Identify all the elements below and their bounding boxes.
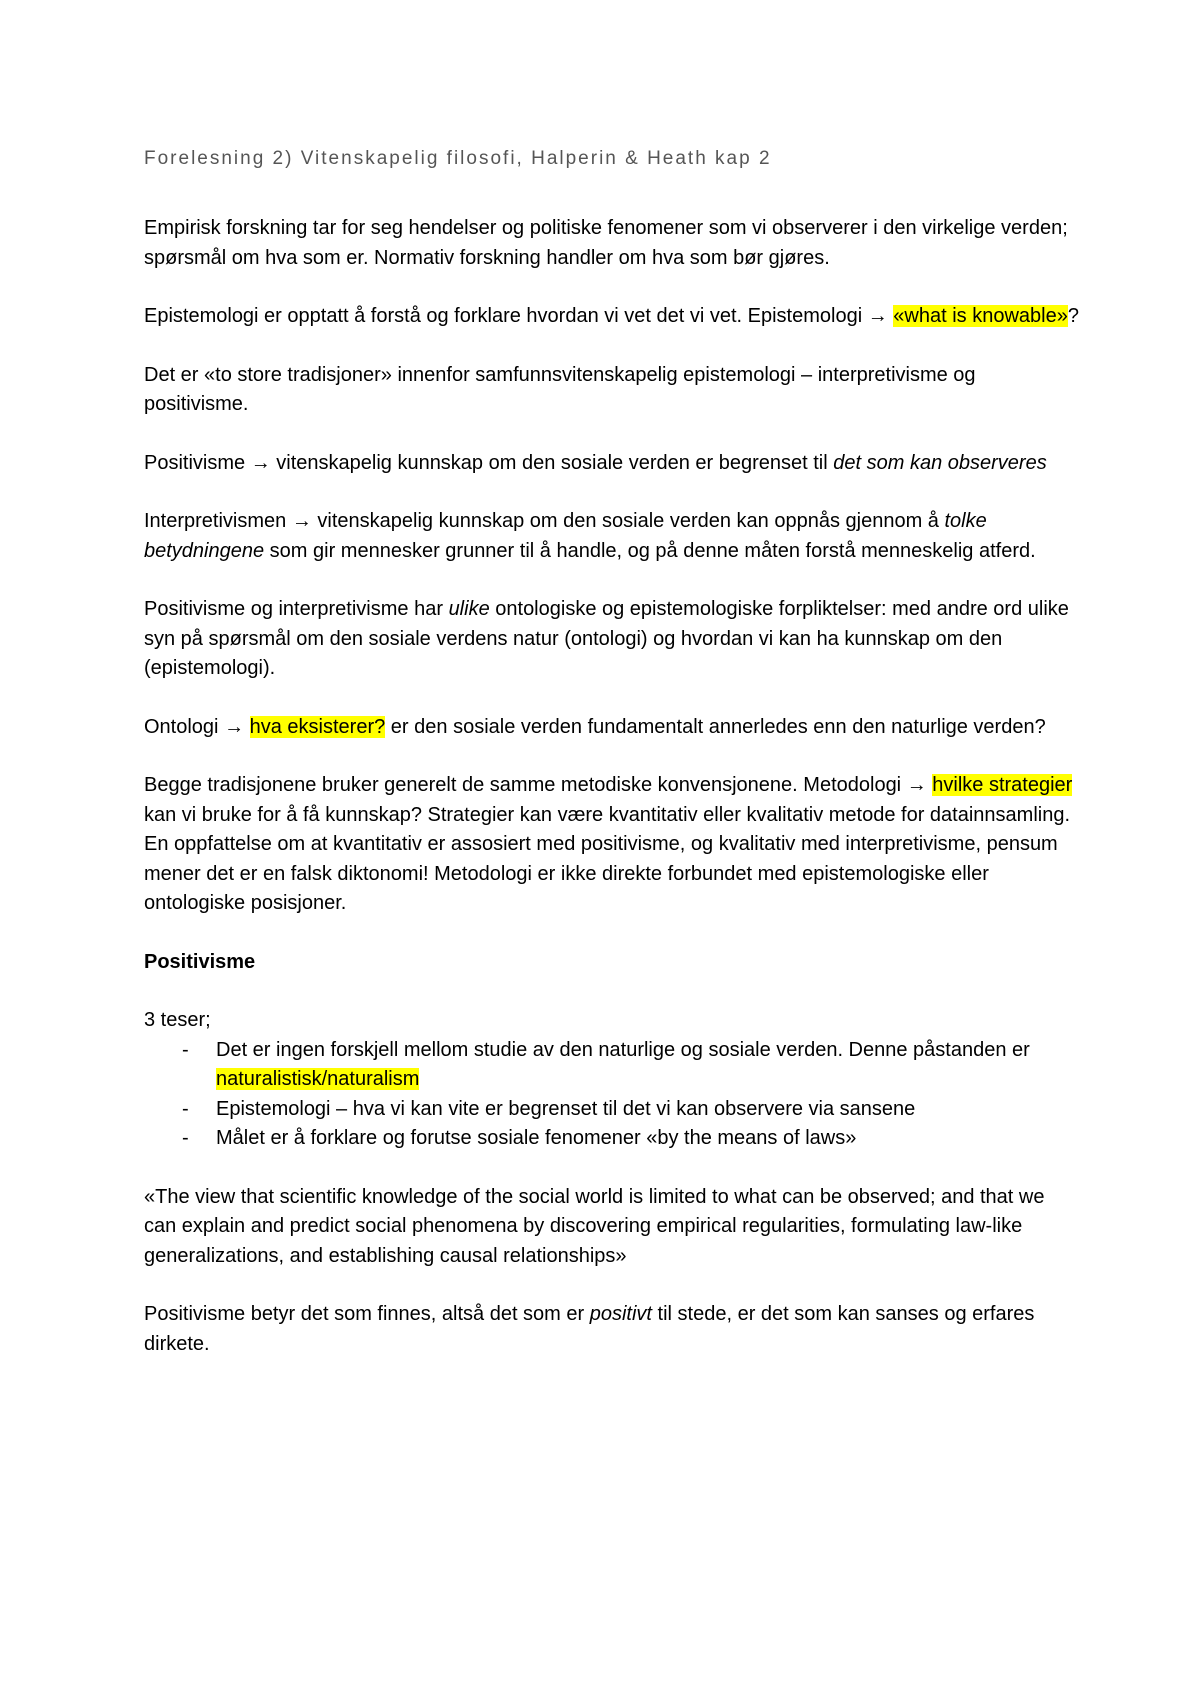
arrow-right-icon: → [906,774,927,796]
paragraph-text: vitenskapelig kunnskap om den sosiale verden kan oppnås gjennom å [311,510,945,532]
italic-text: det som kan observeres [833,451,1047,474]
arrow-right-icon: → [250,451,271,474]
paragraph-two-traditions [144,361,1080,420]
list-item-text: Målet er å forklare og forutse sosiale fenomener «by the means of laws» [216,1127,857,1149]
paragraph-text: Positivisme [144,451,251,474]
italic-text: tolke betydningene [144,510,987,562]
paragraph-text: til stede, er det som kan sanses og erfares dirkete. [144,1303,1035,1355]
arrow-right-icon: → [224,715,245,738]
document-title: Forelesning 2) Vitenskapelig filosofi, Halperin & Heath kap 2 [144,148,772,169]
list-item-text: Epistemologi – hva vi kan vite er begrenset til det vi kan observere via sansene [216,1097,916,1120]
list-item [216,1036,1080,1095]
italic-text: ulike [448,598,490,620]
quote-paragraph [144,1183,1080,1272]
highlighted-text: «what is knowable» [893,305,1068,327]
paragraph-text: som gir mennesker grunner til å handle, og på denne måten forstå menneskelig atferd. [264,539,1036,562]
paragraph-text: Empirisk forskning tar for seg hendelser og politiske fenomener som vi observerer i den virkelige verden; spørsmål om hva som er. Normativ forskning handler om hva som bør gjøres. [144,217,1068,269]
paragraph-empirical-research [144,214,1080,273]
paragraph-text: er den sosiale verden fundamentalt annerledes enn den naturlige verden? [385,715,1046,738]
paragraph-text: Positivisme og interpretivisme har [144,598,449,620]
paragraph-text: Epistemologi er opptatt å forstå og forklare hvordan vi vet det vi vet. Epistemologi [144,305,868,327]
paragraph-text: vitenskapelig kunnskap om den sosiale verden er begrenset til [270,451,834,474]
paragraph-text: ? [1067,305,1079,327]
paragraph-ontology [144,713,1080,743]
paragraph-text: Ontologi [144,715,225,738]
list-item [216,1124,1080,1154]
paragraph-interpretivism-definition [144,507,1080,566]
paragraph-positivism-definition [144,449,1080,479]
paragraph-text: Begge tradisjonene bruker generelt de samme metodiske konvensjonene. Metodologi [144,774,907,796]
paragraph-methodology [144,771,1080,919]
theses-label [144,1006,1080,1036]
paragraph-positivism-meaning [144,1300,1080,1359]
arrow-right-icon: → [867,305,888,327]
paragraph-text: Positivisme betyr det som finnes, altså det som er [144,1303,590,1325]
highlighted-text: naturalistisk/naturalism [216,1068,420,1090]
theses-list [144,1036,1080,1154]
highlighted-text: hvilke strategier [932,774,1073,796]
paragraph-text: kan vi bruke for å få kunnskap? Strategier kan være kvantitativ eller kvalitativ metode for datainnsamling. En oppfattelse om at kvantitativ er assosiert med positivisme, og kvalitativ med interpretivisme, pensum mener det er en falsk diktonomi! Metodologi er ikke direkte forbundet med epistemologiske eller ontologiske posisjoner. [144,803,1071,914]
list-item [216,1095,1080,1125]
list-item-text: Det er ingen forskjell mellom studie av den naturlige og sosiale verden. Denne påstanden er [216,1038,1030,1061]
section-heading-positivism: Positivisme [144,950,256,973]
arrow-right-icon: → [291,510,312,532]
paragraph-text: 3 teser; [144,1009,211,1031]
paragraph-different-commitments [144,595,1080,684]
quote-text: «The view that scientific knowledge of the social world is limited to what can be observed; and that we can explain and predict social phenomena by discovering empirical regularities, formulating law-like generalizations, and establishing causal relationships» [144,1185,1045,1267]
paragraph-text: Interpretivismen [144,510,292,532]
italic-text: positivt [589,1303,652,1325]
paragraph-text: ontologiske og epistemologiske forpliktelser: med andre ord ulike syn på spørsmål om den sosiale verdens natur (ontologi) og hvordan vi kan ha kunnskap om den (epistemologi). [144,598,1069,679]
paragraph-epistemology [144,302,1080,332]
paragraph-text: Det er «to store tradisjoner» innenfor samfunnsvitenskapelig epistemologi – interpretivisme og positivisme. [144,363,976,415]
highlighted-text: hva eksisterer? [249,715,386,738]
